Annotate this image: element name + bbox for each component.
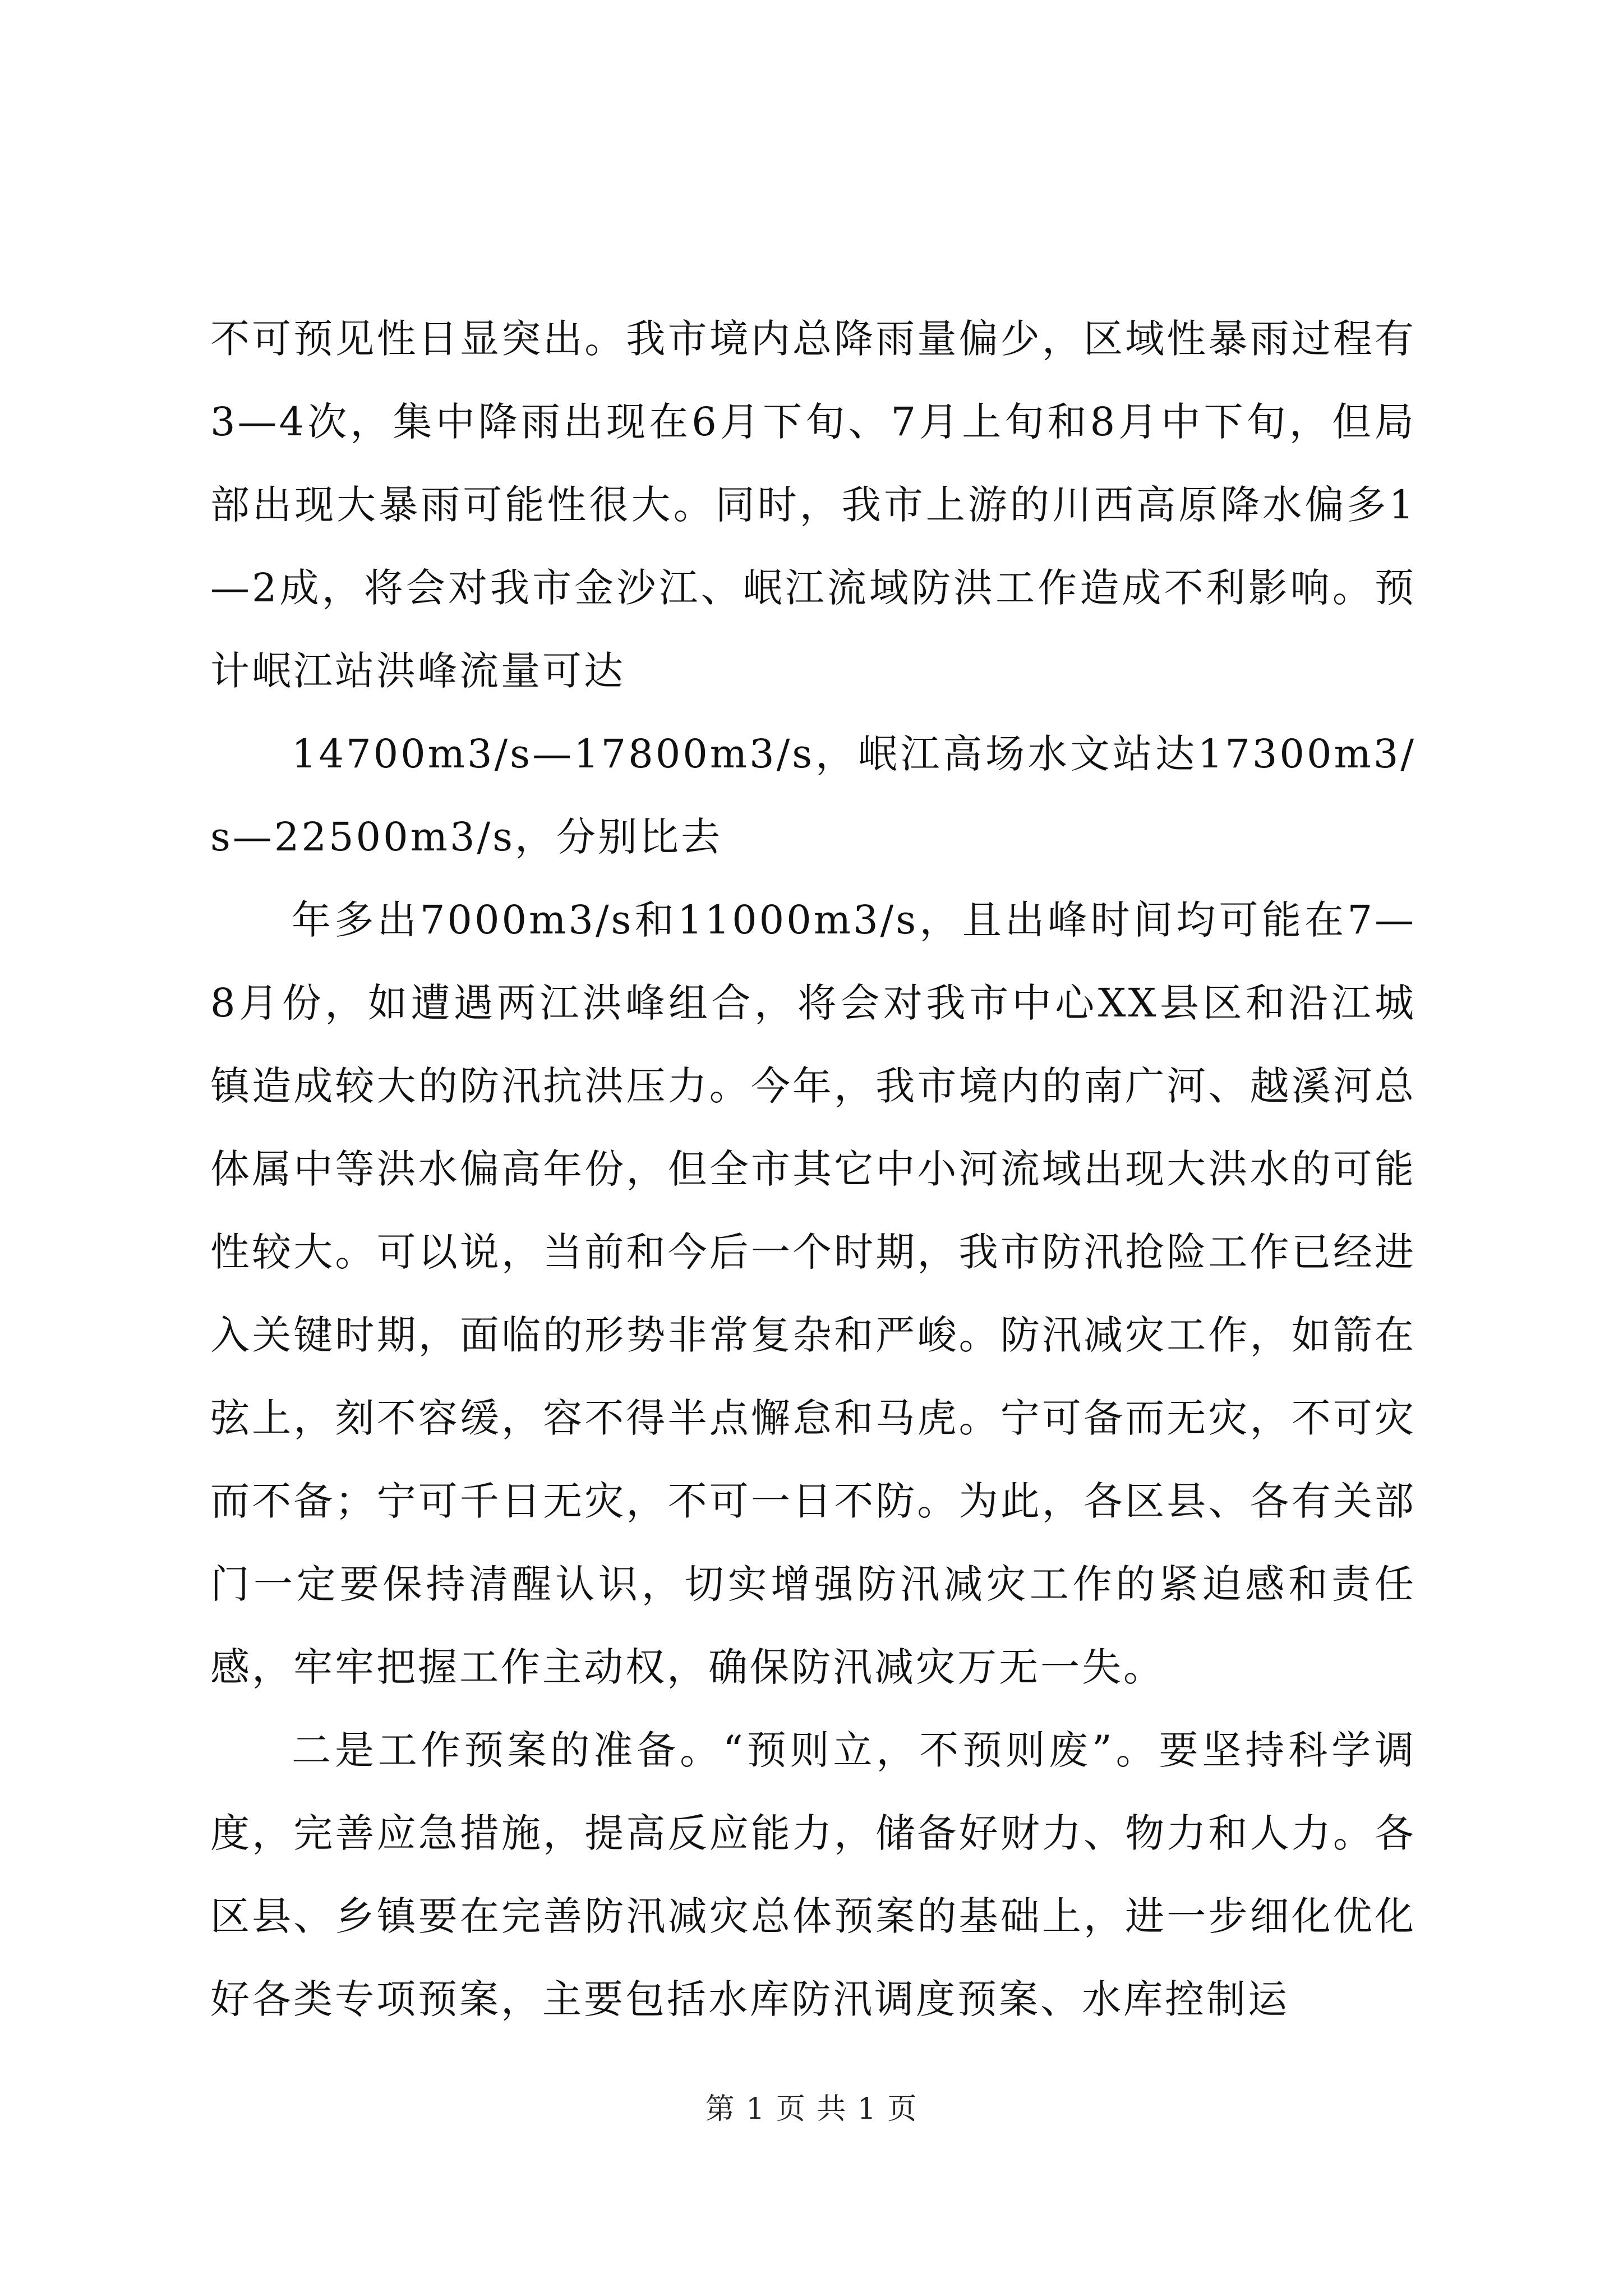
document-body [210,297,1416,2041]
paragraph-4: 二是工作预案的准备。“预则立，不预则废”。要坚持科学调度，完善应急措施，提高反应能力，储备好财力、物力和人力。各区县、乡镇要在完善防汛减灾总体预案的基础上，进一步细化优化好各类专项预案，主要包括水库防汛调度预案、水库控制运 [210,1727,1416,2022]
paragraph-3: 年多出7000m3/s和11000m3/s，且出峰时间均可能在7—8月份，如遭遇两江洪峰组合，将会对我市中心XX县区和沿江城镇造成较大的防汛抗洪压力。今年，我市境内的南广河、越溪河总体属中等洪水偏高年份，但全市其它中小河流域出现大洪水的可能性较大。可以说，当前和今后一个时期，我市防汛抢险工作已经进入关键时期，面临的形势非常复杂和严峻。防汛减灾工作，如箭在弦上，刻不容缓，容不得半点懈怠和马虎。宁可备而无灾，不可灾而不备；宁可千日无灾，不可一日不防。为此，各区县、各有关部门一定要保持清醒认识，切实增强防汛减灾工作的紧迫感和责任感，牢牢把握工作主动权，确保防汛减灾万无一失。 [210,897,1416,1690]
paragraph-2: 14700m3/s—17800m3/s，岷江高场水文站达17300m3/s—22500m3/s，分别比去 [210,731,1416,860]
paragraph-1: 不可预见性日显突出。我市境内总降雨量偏少，区域性暴雨过程有3—4次，集中降雨出现在6月下旬、7月上旬和8月中下旬，但局部出现大暴雨可能性很大。同时，我市上游的川西高原降水偏多1—2成，将会对我市金沙江、岷江流域防洪工作造成不利影响。预计岷江站洪峰流量可达 [210,316,1416,694]
page-footer: 第 1 页 共 1 页 [705,2092,918,2126]
